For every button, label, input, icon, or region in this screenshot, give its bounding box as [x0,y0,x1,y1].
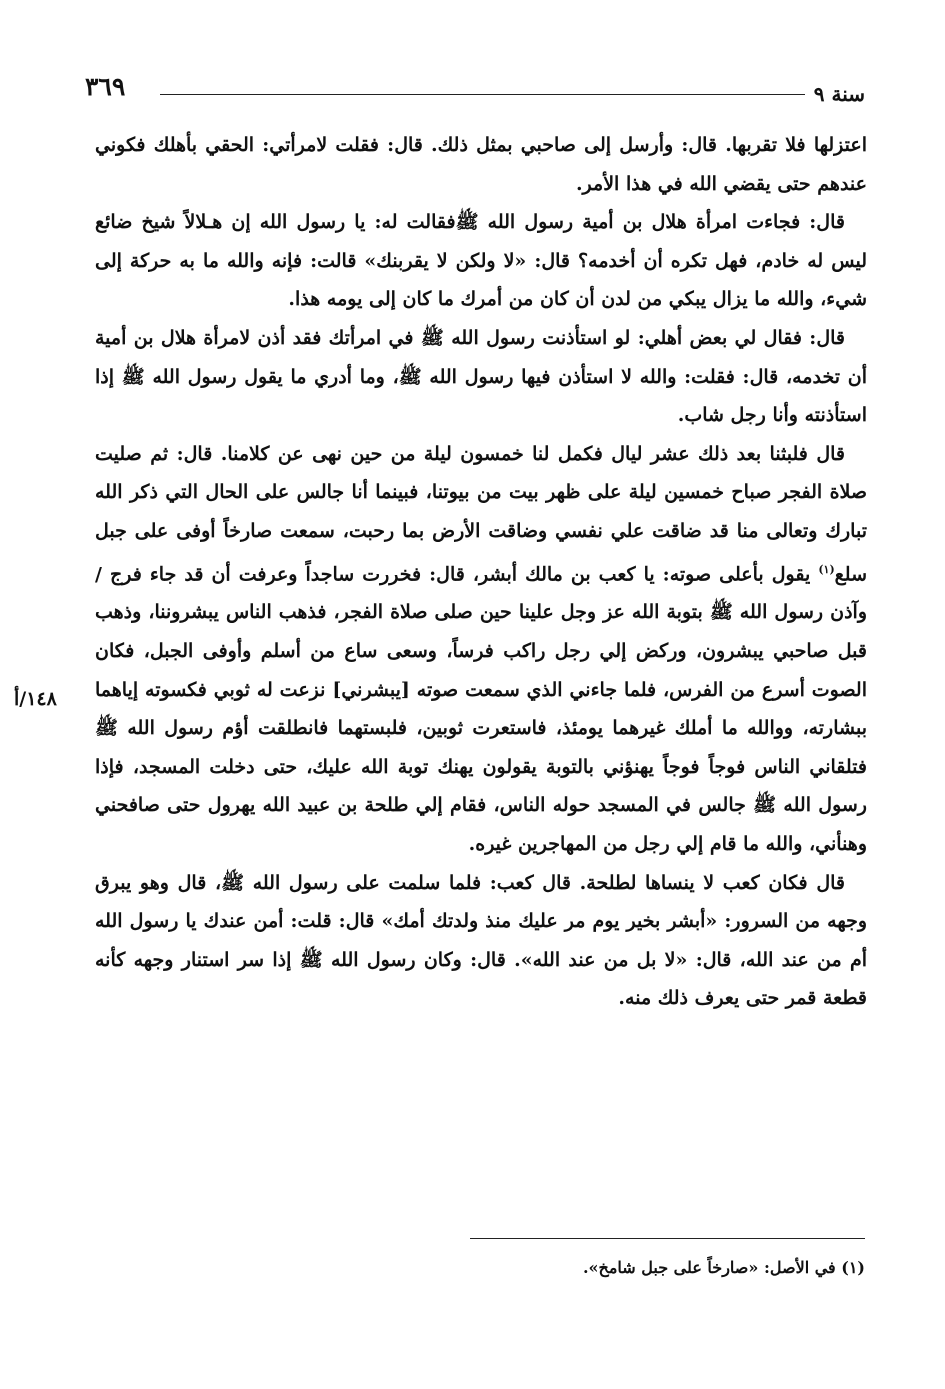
page-number: ٣٦٩ [85,72,126,101]
header-rule [160,94,805,95]
margin-folio-note: ١٤٨/أ [14,688,57,710]
paragraph [95,319,867,435]
page-header [85,70,865,110]
paragraph-text: يقول بأعلى صوته: يا كعب بن مالك أبشر، قال: فخررت ساجداً وعرفت أن قد جاء فرج / وآذن رسول الله ﷺ بتوبة الله عز وجل علينا حين صلى صلاة الفجر، فذهب الناس يبشروننا، وذهب قبل صاحبي يبشرون، وركض إلي رجل راكب فرساً، وسعى ساع من أسلم وأوفى الجبل، فكان الصوت أسرع من الفرس، فلما جاءني الذي سمعت صوته [يبشرني] نزعت له ثوبي فكسوته إياهما ببشارته، ووالله ما أملك غيرهما يومئذ، فاستعرت ثوبين، فلبستهما فانطلقت أؤم رسول الله ﷺ فتلقاني الناس فوجاً فوجاً يهنؤني بالتوبة يقولون يهنك توبة الله عليك، حتى دخلت المسجد، فإذا رسول الله ﷺ جالس في المسجد حوله الناس، فقام إلي طلحة بن عبيد الله يهرول حتى صافحني وهنأني، والله ما قام إلي رجل من المهاجرين غيره. [95,562,867,856]
footnote-marker: (١) [818,562,835,576]
footnote: (١) في الأصل: «صارخاً على جبل شامخ». [582,1258,865,1277]
main-text [95,126,867,1018]
paragraph: قال: فجاءت امرأة هلال بن أمية رسول الله ﷺفقالت له: يا رسول الله إن هـلالاً شيخ ضائع ليس له خادم، فهل تكره أن أخدمه؟ قال: «لا ولكن لا يقربنك» قالت: فإنه والله ما به حركة إلى شيء، والله ما يزال يبكي من لدن أن كان من أمرك ما كان إلى يومه هذا. [95,211,867,311]
footnote-rule [470,1238,865,1239]
paragraph [95,435,867,864]
paragraph-text: قال فلبثنا بعد ذلك عشر ليال فكمل لنا خمسون ليلة من حين نهى عن كلامنا. قال: ثم صليت صلاة الفجر صباح خمسين ليلة على ظهر بيت من بيوتنا، فبينما أنا جالس على الحال التي ذكر الله تبارك وتعالى منا قد ضاقت علي نفسي وضاقت الأرض بما رحبت، سمعت صارخاً أوفى على جبل سلع [95,442,867,585]
paragraph: قال فكان كعب لا ينساها لطلحة. قال كعب: فلما سلمت على رسول الله ﷺ، قال وهو يبرق وجهه من السرور: «أبشر بخير يوم مر عليك منذ ولدتك أمك» قال: قلت: أمن عندك يا رسول الله أم من عند الله، قال: «لا بل من عند الله». قال: وكان رسول الله ﷺ إذا سر استنار وجهه كأنه قطعة قمر حتى يعرف ذلك منه. [95,871,867,1010]
paragraph: اعتزلها فلا تقربها. قال: وأرسل إلى صاحبي بمثل ذلك. قال: فقلت لامرأتي: الحقي بأهلك فكوني عندهم حتى يقضي الله في هذا الأمر. [95,134,867,195]
running-head: سنة ٩ [813,82,865,106]
paragraph-text: قال: فقال لي بعض أهلي: لو استأذنت رسول الله ﷺ في امرأتك فقد أذن لامرأة هلال بن أمية أن تخدمه، قال: فقلت: والله لا استأذن فيها رسول الله ﷺ، وما أدري ما يقول رسول الله ﷺ إذا استأذنته وأنا رجل شاب. [95,326,867,427]
